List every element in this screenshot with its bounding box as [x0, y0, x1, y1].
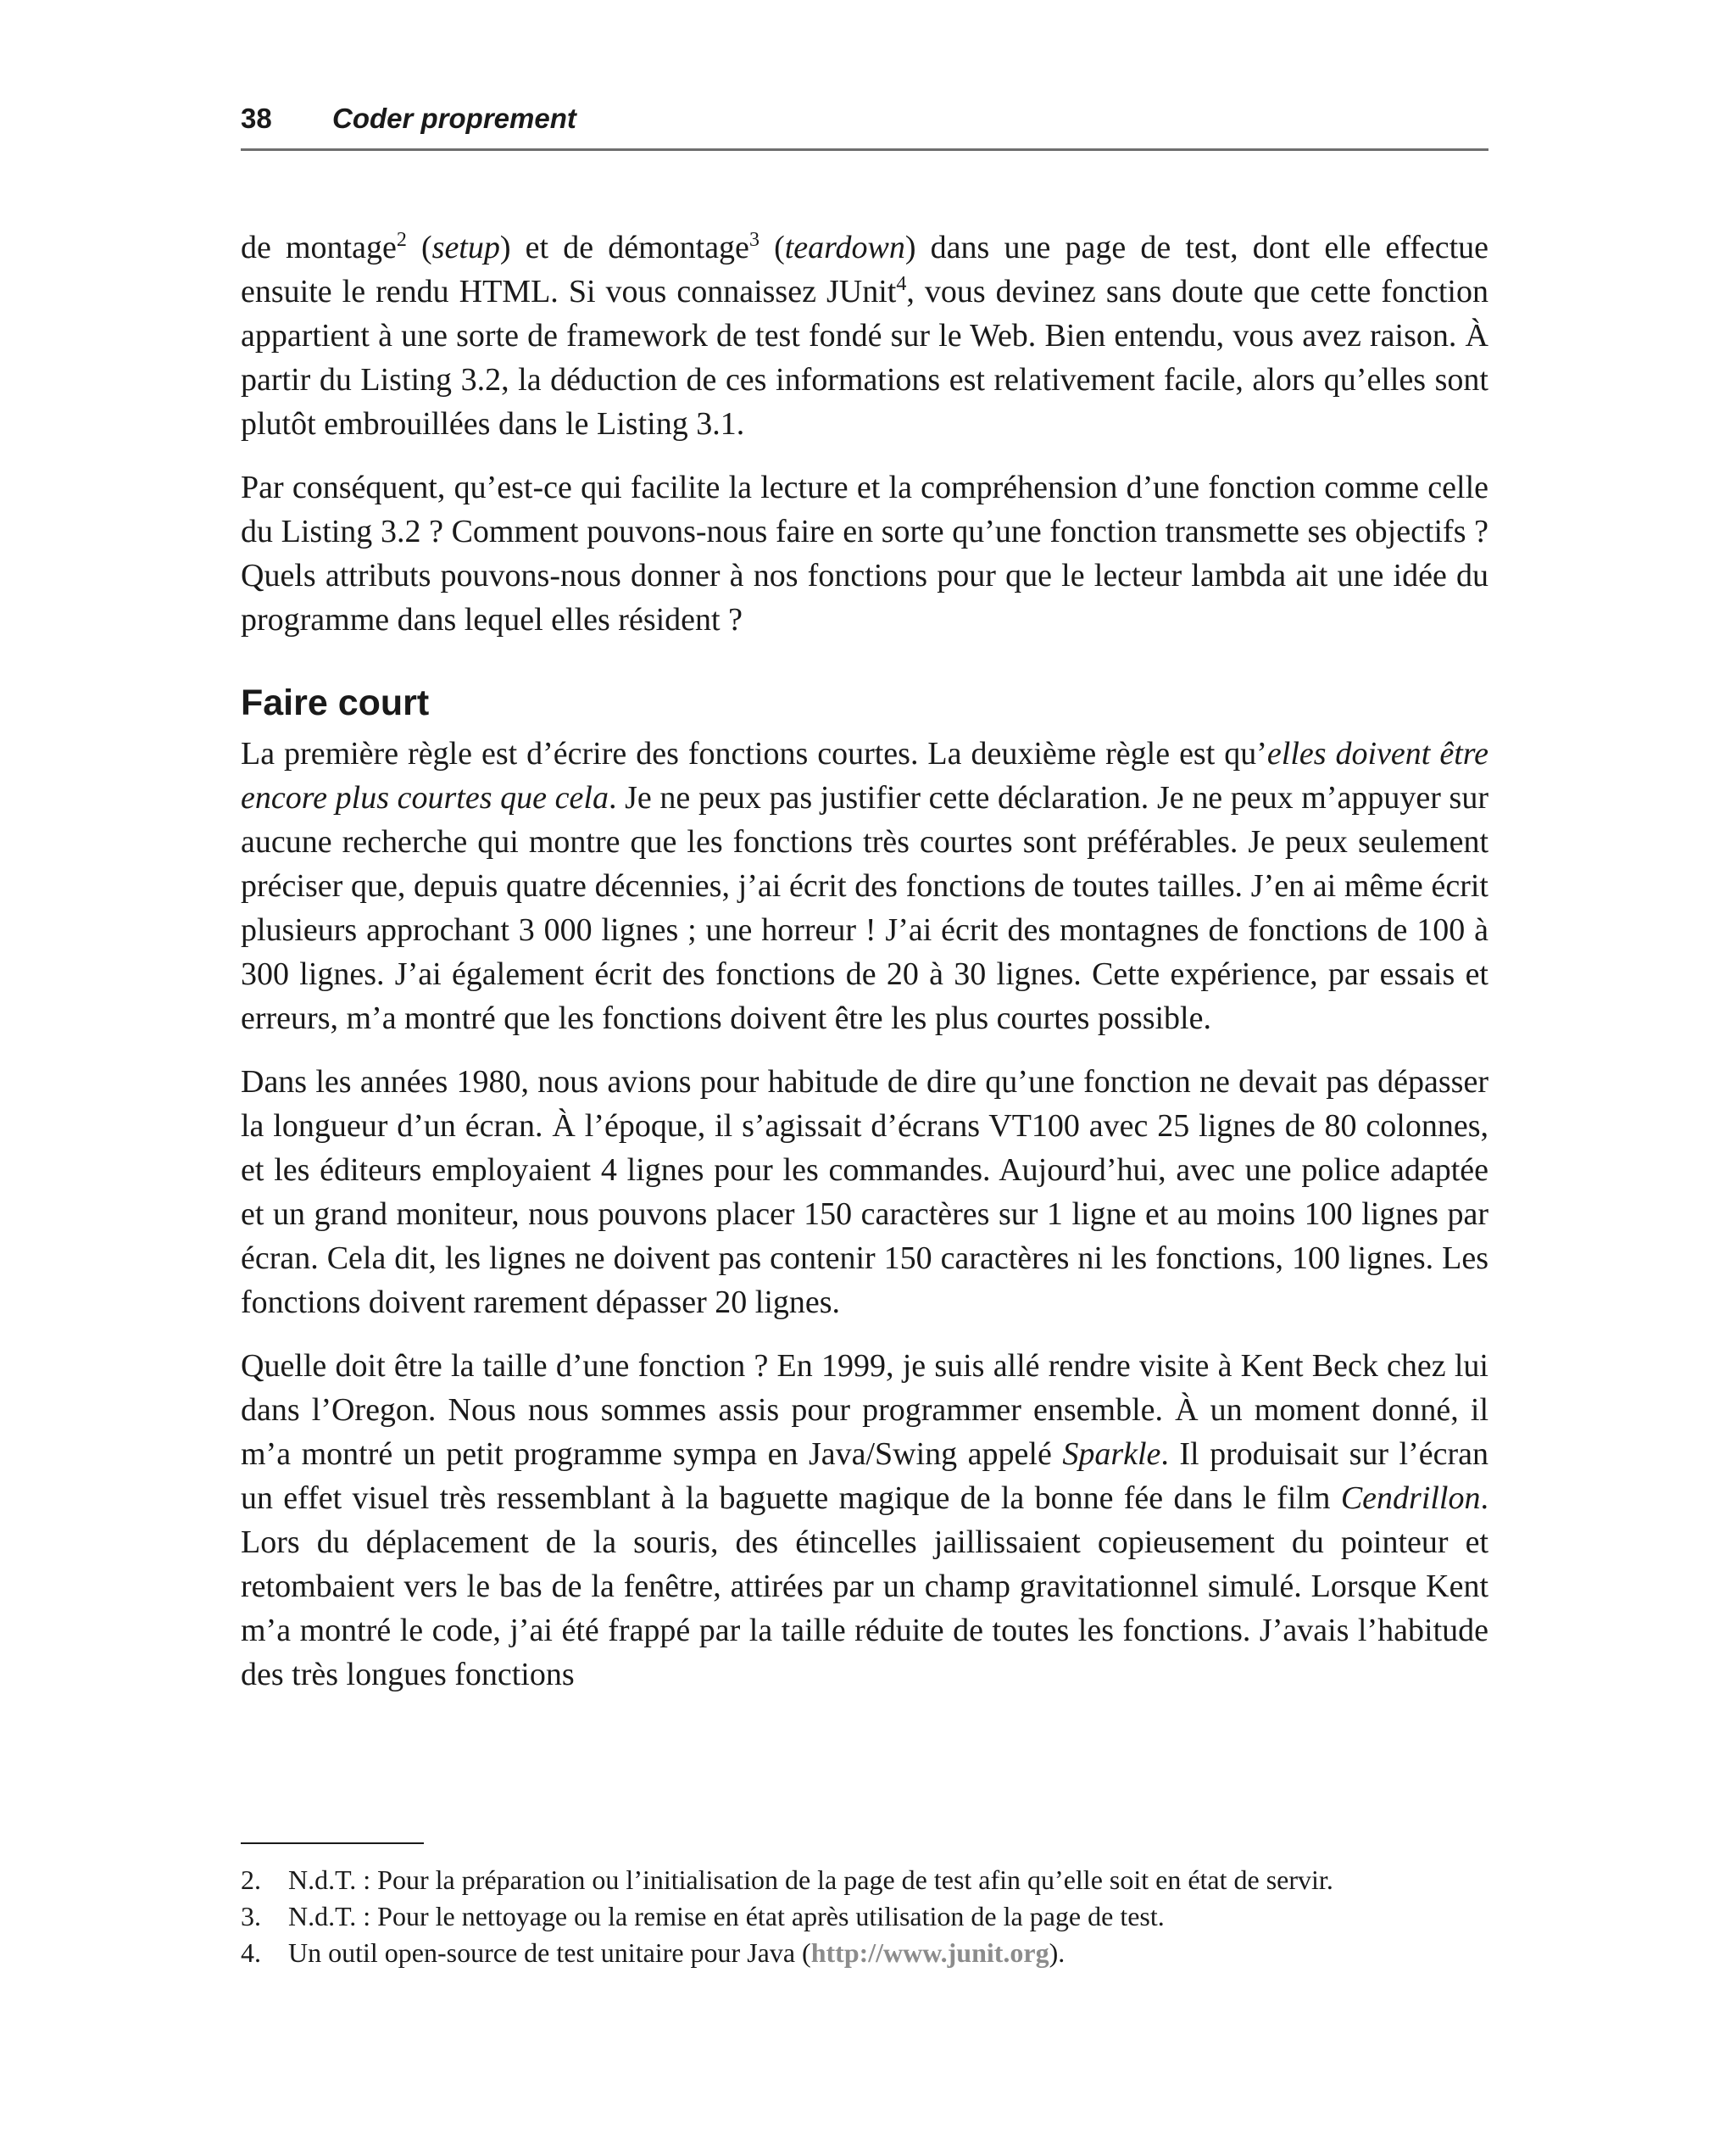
- header-rule: [241, 148, 1488, 151]
- italic-phrase: elles doivent être encore plus courtes que cela: [241, 736, 1488, 816]
- section-heading: Faire court: [241, 683, 430, 723]
- italic-title-sparkle: Sparkle: [1062, 1436, 1161, 1472]
- footnote-text: N.d.T. : Pour la préparation ou l’initialisation de la page de test afin qu’elle soit en état de servir.: [288, 1864, 1333, 1895]
- text-run: ) et de démontage: [499, 230, 749, 265]
- text-run: . Lors du déplacement de la souris, des étincelles jaillissaient copieusement du pointeur et retombaient vers le bas de la fenêtre, attirées par un champ gravitationnel simulé. Lorsque Kent m’a montré le code, j’ai été frappé par la taille réduite de toutes les fonctions. J’avais l’habitude des très longues fonctions: [241, 1480, 1488, 1692]
- text-run: ) dans une page de test, dont elle effectue ensuite le rendu HTML. Si vous connaissez JUnit: [241, 230, 1489, 309]
- paragraph-2: Par conséquent, qu’est-ce qui facilite la lecture et la compréhension d’une fonction comme celle du Listing 3.2 ? Comment pouvons-nous faire en sorte qu’une fonction transmette ses objectifs ? Quels attributs pouvons-nous donner à nos fonctions pour que le lecteur lambda ait une idée du programme dans lequel elles résident ?: [241, 470, 1488, 638]
- text-run: Quelle doit être la taille d’une fonction ? En 1999, je suis allé rendre visite à Kent Beck chez lui dans l’Oregon. Nous nous sommes assis pour programmer ensemble. À un moment donné, il m’a montré un petit programme sympa en Java/Swing appelé: [241, 1348, 1488, 1472]
- text-run: . Je ne peux pas justifier cette déclaration. Je ne peux m’appuyer sur aucune recherche qui montre que les fonctions très courtes sont préférables. Je peux seulement préciser que, depuis quatre décennies, j’ai écrit des fonctions de toutes tailles. J’en ai même écrit plusieurs approchant 3 000 lignes ; une horreur ! J’ai écrit des montagnes de fonctions de 100 à 300 lignes. J’ai également écrit des fonctions de 20 à 30 lignes. Cette expérience, par essais et erreurs, m’a montré que les fonctions doivent être les plus courtes possible.: [241, 780, 1488, 1036]
- paragraph-1: [241, 226, 1488, 446]
- body-text: [241, 226, 1488, 1716]
- footnotes: [241, 1862, 1488, 1971]
- text-run: (: [406, 230, 432, 265]
- paragraph-5: [241, 1344, 1488, 1697]
- running-header: [241, 100, 1488, 137]
- text-run: (: [759, 230, 785, 265]
- book-title: Coder proprement: [332, 103, 576, 134]
- footnote-ref-2: 2: [396, 229, 407, 251]
- footnote-text: Un outil open-source de test unitaire pour Java (: [288, 1937, 811, 1968]
- italic-term-teardown: teardown: [784, 230, 905, 265]
- page-number: 38: [241, 103, 272, 134]
- paragraph-3: [241, 732, 1488, 1040]
- footnote-2: [241, 1862, 1488, 1898]
- italic-term-setup: setup: [431, 230, 500, 265]
- italic-title-cendrillon: Cendrillon: [1340, 1480, 1481, 1516]
- junit-link[interactable]: http://www.junit.org: [810, 1937, 1049, 1968]
- text-run: La première règle est d’écrire des fonctions courtes. La deuxième règle est qu’: [241, 736, 1267, 772]
- footnote-3: [241, 1898, 1488, 1935]
- paragraph-4: Dans les années 1980, nous avions pour habitude de dire qu’une fonction ne devait pas dépasser la longueur d’un écran. À l’époque, il s’agissait d’écrans VT100 avec 25 lignes de 80 colonnes, et les éditeurs employaient 4 lignes pour les commandes. Aujourd’hui, avec une police adaptée et un grand moniteur, nous pouvons placer 150 caractères sur 1 ligne et au moins 100 lignes par écran. Cela dit, les lignes ne doivent pas contenir 150 caractères ni les fonctions, 100 lignes. Les fonctions doivent rarement dépasser 20 lignes.: [241, 1064, 1488, 1320]
- text-run: . Il produisait sur l’écran un effet visuel très ressemblant à la baguette magique de la bonne fée dans le film: [241, 1436, 1488, 1516]
- footnote-number: 2.: [241, 1864, 261, 1895]
- text-run: , vous devinez sans doute que cette fonction appartient à une sorte de framework de test fondé sur le Web. Bien entendu, vous avez raison. À partir du Listing 3.2, la déduction de ces informations est relativement facile, alors qu’elles sont plutôt embrouillées dans le Listing 3.1.: [241, 274, 1488, 442]
- text-run: de montage: [241, 230, 397, 265]
- footnote-ref-4: 4: [896, 273, 907, 295]
- footnote-4: [241, 1935, 1488, 1971]
- footnote-number: 3.: [241, 1901, 261, 1931]
- footnote-number: 4.: [241, 1937, 261, 1968]
- footnote-text-end: ).: [1049, 1937, 1066, 1968]
- footnote-ref-3: 3: [748, 229, 760, 251]
- footnote-text: N.d.T. : Pour le nettoyage ou la remise en état après utilisation de la page de test.: [288, 1901, 1165, 1931]
- footnote-rule: [241, 1842, 424, 1844]
